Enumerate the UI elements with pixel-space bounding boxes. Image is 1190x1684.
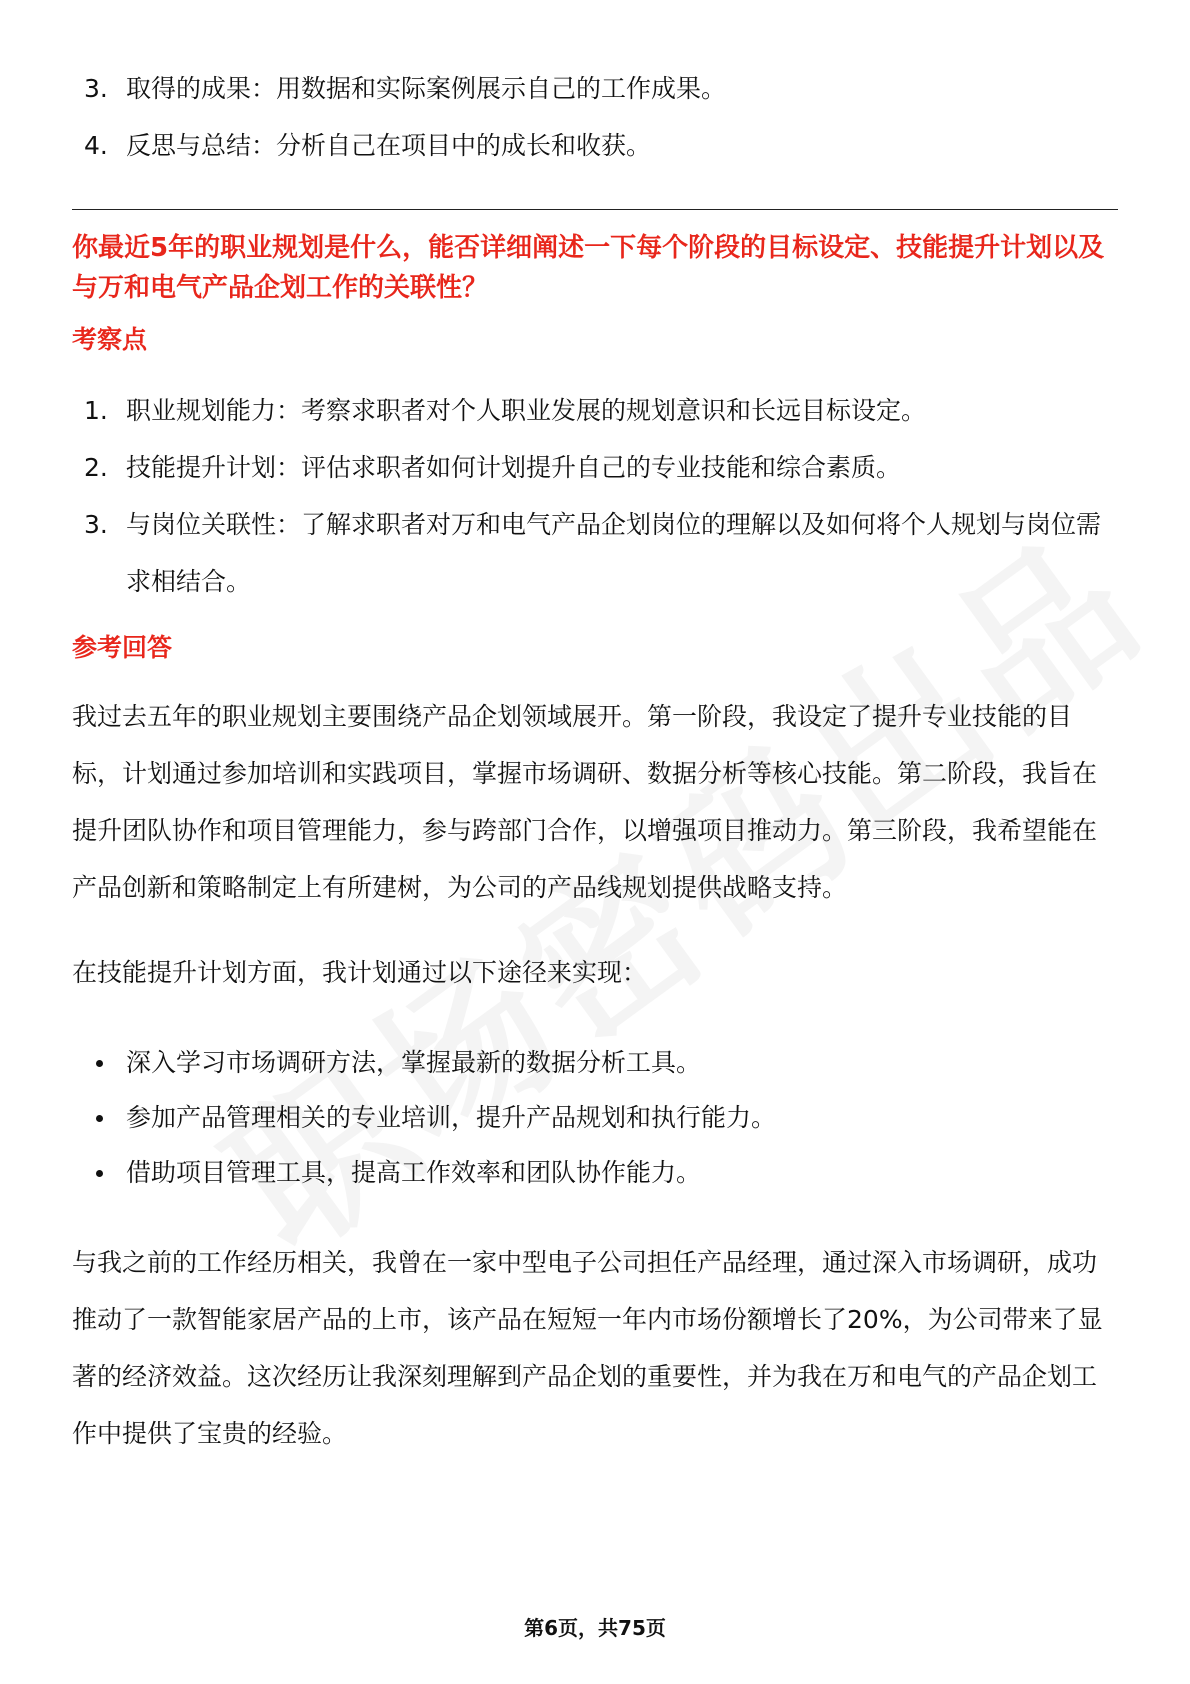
list-item — [72, 382, 1118, 439]
bullet-dot-icon — [96, 1060, 103, 1067]
list-text: 取得的成果：用数据和实际案例展示自己的工作成果。 — [126, 74, 727, 103]
answer-title: 参考回答 — [72, 633, 173, 662]
section-divider — [72, 209, 1118, 210]
list-text: 技能提升计划：评估求职者如何计划提升自己的专业技能和综合素质。 — [126, 453, 902, 482]
list-text: 与岗位关联性：了解求职者对万和电气产品企划岗位的理解以及如何将个人规划与岗位需求相结合。 — [126, 510, 1102, 596]
list-number: 4. — [84, 131, 108, 160]
bullet-dot-icon — [96, 1115, 103, 1122]
bullet-dot-icon — [96, 1170, 103, 1177]
list-number: 3. — [84, 510, 108, 539]
points-title: 考察点 — [72, 325, 148, 354]
question-heading: 你最近5年的职业规划是什么，能否详细阐述一下每个阶段的目标设定、技能提升计划以及与万和电气产品企划工作的关联性？ — [72, 233, 1105, 303]
bullet-text: 深入学习市场调研方法，掌握最新的数据分析工具。 — [126, 1048, 702, 1077]
bullet-list — [72, 1035, 1118, 1200]
list-text: 职业规划能力：考察求职者对个人职业发展的规划意识和长远目标设定。 — [126, 396, 927, 425]
bullet-item — [72, 1035, 1118, 1090]
list-number: 1. — [84, 396, 108, 425]
top-numbered-list — [72, 60, 1118, 174]
list-number: 2. — [84, 453, 108, 482]
list-item — [72, 60, 1118, 117]
bullet-text: 借助项目管理工具，提高工作效率和团队协作能力。 — [126, 1158, 702, 1187]
bullet-text: 参加产品管理相关的专业培训，提升产品规划和执行能力。 — [126, 1103, 777, 1132]
list-item — [72, 117, 1118, 174]
list-text: 反思与总结：分析自己在项目中的成长和收获。 — [126, 131, 652, 160]
bullet-item — [72, 1090, 1118, 1145]
answer-paragraph: 我过去五年的职业规划主要围绕产品企划领域展开。第一阶段，我设定了提升专业技能的目标，计划通过参加培训和实践项目，掌握市场调研、数据分析等核心技能。第二阶段，我旨在提升团队协作和项目管理能力，参与跨部门合作，以增强项目推动力。第三阶段，我希望能在产品创新和策略制定上有所建树，为公司的产品线规划提供战略支持。 — [72, 702, 1098, 902]
points-list — [72, 382, 1118, 610]
answer-paragraph: 与我之前的工作经历相关，我曾在一家中型电子公司担任产品经理，通过深入市场调研，成功推动了一款智能家居产品的上市，该产品在短短一年内市场份额增长了20%，为公司带来了显著的经济效益。这次经历让我深刻理解到产品企划的重要性，并为我在万和电气的产品企划工作中提供了宝贵的经验。 — [72, 1248, 1103, 1448]
answer-paragraph: 在技能提升计划方面，我计划通过以下途径来实现： — [72, 958, 648, 987]
page-footer: 第6页，共75页 — [524, 1616, 666, 1640]
list-item — [72, 496, 1118, 610]
list-number: 3. — [84, 74, 108, 103]
page-content — [72, 60, 1118, 1462]
bullet-item — [72, 1145, 1118, 1200]
list-item — [72, 439, 1118, 496]
